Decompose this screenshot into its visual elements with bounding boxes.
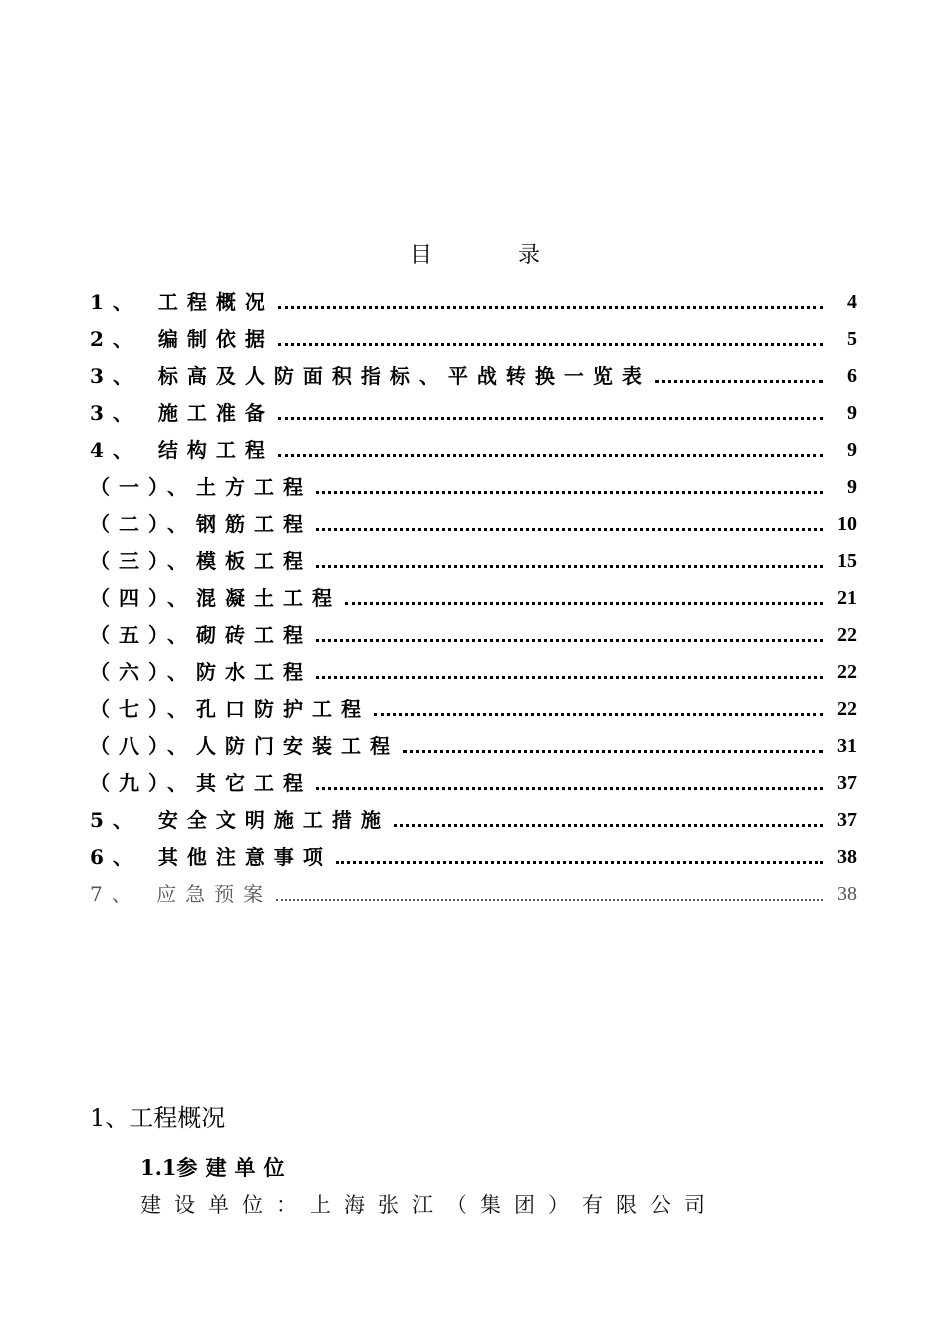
toc-entry-page: 37 — [837, 772, 857, 794]
toc-entry-page: 37 — [837, 809, 857, 831]
toc-entry-label: （五）、砌砖工程 — [90, 623, 312, 647]
toc-entry-page: 6 — [847, 365, 857, 387]
subsection-heading — [140, 1152, 293, 1182]
toc-entry-label: 3、 施工准备 — [90, 401, 274, 425]
toc-entry-page: 5 — [847, 328, 857, 350]
toc-dot-leader — [316, 770, 823, 796]
subsection-title: 参建单位 — [176, 1155, 293, 1180]
toc-entry[interactable] — [90, 733, 857, 759]
toc-entry-label: （二）、钢筋工程 — [90, 512, 312, 536]
toc-title — [0, 238, 950, 269]
toc-entry-label: 1、 工程概况 — [90, 290, 274, 314]
toc-entry[interactable] — [90, 400, 857, 426]
toc-entry-label: （四）、混凝土工程 — [90, 586, 341, 610]
toc-entry-page: 31 — [837, 735, 857, 757]
toc-entry[interactable] — [90, 696, 857, 722]
toc-entry-label: （九）、其它工程 — [90, 771, 312, 795]
toc-entry-label: （八）、人防门安装工程 — [90, 734, 399, 758]
toc-dot-leader — [345, 585, 823, 611]
toc-dot-leader — [316, 622, 823, 648]
toc-entry[interactable] — [90, 585, 857, 611]
toc-entry-page: 15 — [837, 550, 857, 572]
toc-dot-leader — [336, 844, 823, 870]
toc-entry-label: 4、 结构工程 — [90, 438, 274, 462]
toc-entry-page: 9 — [847, 402, 857, 424]
toc-dot-leader — [278, 400, 823, 426]
toc-dot-leader — [374, 696, 823, 722]
toc-entry[interactable] — [90, 881, 857, 907]
toc-entry-page: 38 — [837, 883, 857, 905]
toc-entry-label: （一）、土方工程 — [90, 475, 312, 499]
toc-entry-label: （六）、防水工程 — [90, 660, 312, 684]
toc-entry[interactable] — [90, 659, 857, 685]
toc-entry[interactable] — [90, 511, 857, 537]
toc-entry-label: 2、 编制依据 — [90, 327, 274, 351]
toc-dot-leader — [316, 474, 823, 500]
toc-dot-leader — [278, 289, 823, 315]
toc-entry[interactable] — [90, 622, 857, 648]
toc-entry[interactable] — [90, 326, 857, 352]
toc-title-char-2: 录 — [518, 243, 541, 268]
toc-entry[interactable] — [90, 807, 857, 833]
toc-entry-page: 38 — [837, 846, 857, 868]
toc-dot-leader — [278, 437, 823, 463]
toc-dot-leader — [316, 548, 823, 574]
toc-entry[interactable] — [90, 770, 857, 796]
toc-dot-leader — [394, 807, 823, 833]
toc-entry[interactable] — [90, 844, 857, 870]
toc-dot-leader — [316, 511, 823, 537]
toc-entry-page: 10 — [837, 513, 857, 535]
toc-entry-page: 9 — [847, 476, 857, 498]
toc-dot-leader — [316, 659, 823, 685]
toc-dot-leader — [655, 363, 823, 389]
subsection-number: 1.1 — [140, 1155, 177, 1180]
toc-entry-page: 4 — [847, 291, 857, 313]
toc-entry-page: 22 — [837, 661, 857, 683]
toc-entry[interactable] — [90, 437, 857, 463]
toc-entry[interactable] — [90, 474, 857, 500]
toc-entry-label: （三）、模板工程 — [90, 549, 312, 573]
toc-entry-label: 3、 标高及人防面积指标、平战转换一览表 — [90, 364, 651, 388]
toc-entry-label: 5、 安全文明施工措施 — [90, 808, 390, 832]
toc-title-char-1: 目 — [409, 243, 432, 268]
toc-entry[interactable] — [90, 548, 857, 574]
section-heading: 1、工程概况 — [90, 1104, 226, 1132]
toc-entry-label: 7、 应急预案 — [90, 882, 273, 906]
toc-dot-leader — [403, 733, 823, 759]
toc-entry-page: 21 — [837, 587, 857, 609]
toc-entry-label: 6、 其他注意事项 — [90, 845, 332, 869]
toc-entry[interactable] — [90, 289, 857, 315]
toc-entry-page: 9 — [847, 439, 857, 461]
toc-entry-page: 22 — [837, 624, 857, 646]
toc-entry-page: 22 — [837, 698, 857, 720]
body-text-line: 建设单位：上海张江（集团）有限公司 — [140, 1193, 718, 1217]
toc-dot-leader — [278, 326, 823, 352]
toc-entry-label: （七）、孔口防护工程 — [90, 697, 370, 721]
toc-entry[interactable] — [90, 363, 857, 389]
toc-dot-leader — [276, 881, 823, 907]
